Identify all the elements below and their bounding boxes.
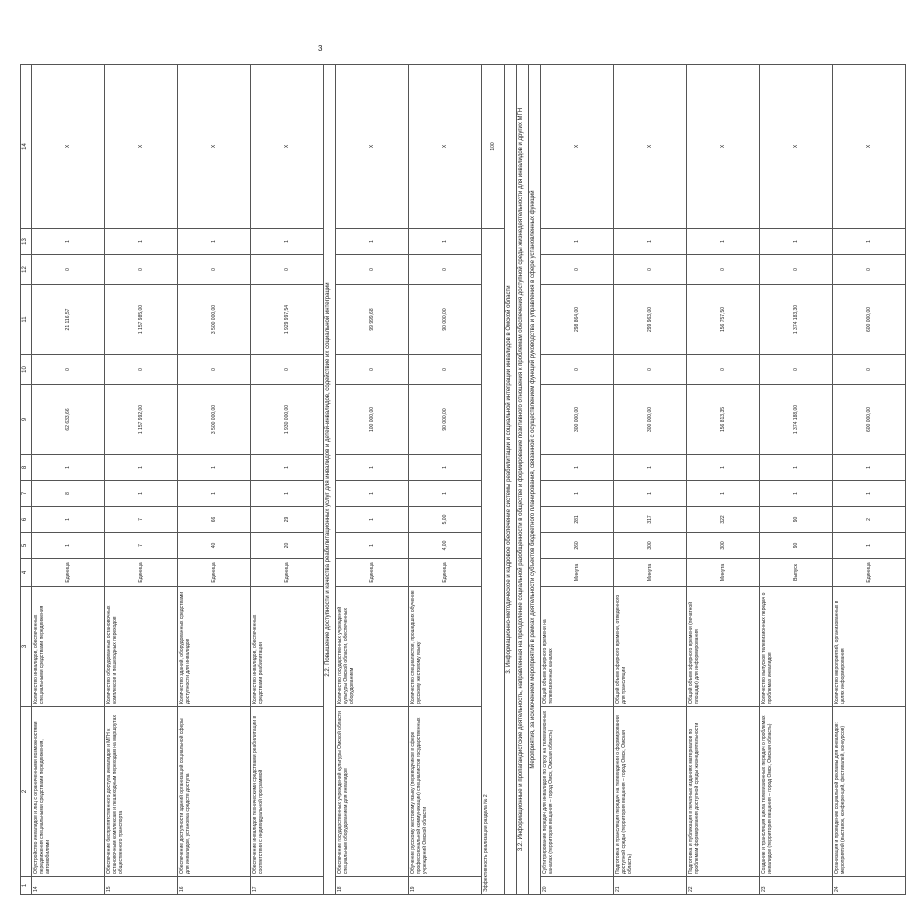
cell-c14: Х: [833, 65, 906, 229]
cell-indicator: Количество инвалидов, обеспеченных средствами реабилитации: [251, 587, 324, 707]
cell-c11: 156 757,50: [687, 285, 760, 355]
rotated-table-container: [20, 65, 872, 895]
cell-c9: 1 374 188,00: [760, 385, 833, 455]
cell-c5: 1: [833, 533, 906, 559]
cell-c6: 90: [760, 507, 833, 533]
table-row: [32, 65, 105, 895]
cell-c7: 1: [541, 481, 614, 507]
cell-unit: Минута: [614, 559, 687, 587]
cell-n: 23: [760, 877, 833, 895]
cell-c13: 1: [614, 229, 687, 255]
cell-c7: 1: [409, 481, 482, 507]
header-cell: 9: [21, 385, 32, 455]
cell-c5: 4,00: [409, 533, 482, 559]
cell-c12: 0: [687, 255, 760, 285]
cell-c13: 1: [105, 229, 178, 255]
section-2-2-text: 2.2. Повышение доступности и качества реабилитационных услуг для инвалидов и детей-инвалидов, содействие их социальной интеграции: [324, 65, 336, 895]
cell-c11: 299 963,00: [614, 285, 687, 355]
cell-c13: 1: [178, 229, 251, 255]
cell-indicator: Общий объем эфирного времени (печатной площади) для информирования: [687, 587, 760, 707]
cell-c11: 1 374 183,30: [760, 285, 833, 355]
cell-c7: 1: [833, 481, 906, 507]
cell-c9: 300 000,00: [614, 385, 687, 455]
cell-c11: 298 864,00: [541, 285, 614, 355]
cell-c10: 0: [178, 355, 251, 385]
cell-n: 20: [541, 877, 614, 895]
cell-c9: 100 000,00: [336, 385, 409, 455]
cell-c6: 66: [178, 507, 251, 533]
cell-c11: 1 929 997,54: [251, 285, 324, 355]
cell-c13: 1: [833, 229, 906, 255]
cell-n: 14: [32, 877, 105, 895]
cell-c8: 1: [760, 455, 833, 481]
cell-indicator: Количество специалистов, прошедших обучение русскому жестовому языку: [409, 587, 482, 707]
cell-indicator: Количество выпусков телевизионных передач о проблемах инвалидов: [760, 587, 833, 707]
header-cell: 8: [21, 455, 32, 481]
cell-c8: 1: [833, 455, 906, 481]
cell-c7: 1: [105, 481, 178, 507]
cell-c8: 1: [32, 455, 105, 481]
cell-name: Обеспечение доступности зданий организаций социальной сферы для инвалидов, установка средств доступа: [178, 707, 251, 877]
cell-indicator: Общий объем эфирного времени на телевизионных каналах: [541, 587, 614, 707]
cell-c7: 8: [32, 481, 105, 507]
section-3-2: [517, 65, 529, 895]
table-body: [21, 65, 906, 895]
cell-c10: 0: [760, 355, 833, 385]
header-cell: 11: [21, 285, 32, 355]
cell-c6: 322: [687, 507, 760, 533]
cell-c8: 1: [409, 455, 482, 481]
cell-c5: 7: [105, 533, 178, 559]
cell-indicator: Количество инвалидов, обеспеченных специальными средствами передвижения: [32, 587, 105, 707]
section-3-2-sub: [529, 65, 541, 895]
table-row: [541, 65, 614, 895]
table-row: [614, 65, 687, 895]
cell-c6: 1: [32, 507, 105, 533]
cell-c13: 1: [409, 229, 482, 255]
cell-c13: 1: [541, 229, 614, 255]
efficiency-value: 100: [482, 65, 505, 229]
cell-c5: 40: [178, 533, 251, 559]
cell-c5: 90: [760, 533, 833, 559]
cell-c11: 1 157 985,00: [105, 285, 178, 355]
cell-c8: 1: [336, 455, 409, 481]
cell-c7: 1: [251, 481, 324, 507]
cell-indicator: Количество государственных учреждений культуры Омской области, обеспеченных оборудованием: [336, 587, 409, 707]
cell-c13: 1: [32, 229, 105, 255]
cell-unit: Единица: [178, 559, 251, 587]
cell-c12: 0: [32, 255, 105, 285]
header-cell: 5: [21, 533, 32, 559]
cell-c12: 0: [614, 255, 687, 285]
cell-indicator: Количество зданий, оборудованных средствами доступности для инвалидов: [178, 587, 251, 707]
cell-c6: 7: [105, 507, 178, 533]
cell-c13: 1: [251, 229, 324, 255]
cell-n: 15: [105, 877, 178, 895]
cell-unit: Выпуск: [760, 559, 833, 587]
cell-c14: Х: [251, 65, 324, 229]
cell-unit: Единица: [833, 559, 906, 587]
cell-c6: 29: [251, 507, 324, 533]
header-cell: 1: [21, 877, 32, 895]
cell-c14: Х: [409, 65, 482, 229]
section-3: [505, 65, 517, 895]
cell-c7: 1: [178, 481, 251, 507]
cell-n: 24: [833, 877, 906, 895]
header-row: [21, 65, 32, 895]
cell-c9: 90 000,00: [409, 385, 482, 455]
cell-unit: Единица: [251, 559, 324, 587]
cell-c12: 0: [760, 255, 833, 285]
cell-unit: Единица: [336, 559, 409, 587]
table-row: [760, 65, 833, 895]
cell-c14: Х: [105, 65, 178, 229]
cell-c8: 1: [541, 455, 614, 481]
cell-c11: 600 000,00: [833, 285, 906, 355]
cell-c8: 1: [614, 455, 687, 481]
cell-c6: 1: [336, 507, 409, 533]
cell-c11: 90 000,00: [409, 285, 482, 355]
cell-name: Обустройство инвалидов и лиц с ограниченными возможностями передвижения специальными средствами передвижения, автомобилями: [32, 707, 105, 877]
efficiency-label: Эффективность реализации раздела № 2: [482, 229, 505, 895]
cell-c12: 0: [833, 255, 906, 285]
section-2-2: [324, 65, 336, 895]
cell-c9: 1 930 000,00: [251, 385, 324, 455]
cell-c10: 0: [251, 355, 324, 385]
header-cell: 2: [21, 707, 32, 877]
cell-n: 17: [251, 877, 324, 895]
cell-n: 22: [687, 877, 760, 895]
cell-c8: 1: [178, 455, 251, 481]
cell-c12: 0: [105, 255, 178, 285]
cell-name: Организация и проведение социальной рекламы для инвалидов: мероприятий (выставок, конференций, фестивалей, конкурсов): [833, 707, 906, 877]
cell-indicator: Количество мероприятий, организованных в целях информирования: [833, 587, 906, 707]
cell-c14: Х: [178, 65, 251, 229]
table-row: [178, 65, 251, 895]
cell-unit: Единица: [105, 559, 178, 587]
cell-c7: 1: [687, 481, 760, 507]
cell-c10: 0: [32, 355, 105, 385]
cell-c8: 1: [105, 455, 178, 481]
cell-n: 19: [409, 877, 482, 895]
report-table: [20, 64, 906, 895]
cell-c5: 260: [541, 533, 614, 559]
cell-name: Обеспечение государственных учреждений культуры Омской области специальным оборудованием для инвалидов: [336, 707, 409, 877]
cell-c10: 0: [687, 355, 760, 385]
cell-c6: 281: [541, 507, 614, 533]
header-cell: 14: [21, 65, 32, 229]
cell-c12: 0: [336, 255, 409, 285]
cell-c7: 1: [336, 481, 409, 507]
cell-name: Обучение русскому жестовому языку (переводчиков в сфере профессиональной коммуникации) специалистов государственных учреждений Омской области: [409, 707, 482, 877]
page-number: 3: [318, 44, 323, 53]
cell-c10: 0: [833, 355, 906, 385]
cell-c5: 300: [687, 533, 760, 559]
table-row: [409, 65, 482, 895]
cell-name: Обеспечение беспрепятственного доступа инвалидов и МГН к остановочным комплексам и пешеходным переходам на маршрутах общественного транспорта: [105, 707, 178, 877]
cell-c10: 0: [336, 355, 409, 385]
section-3-text: 3. Информационно-методическое и кадровое обеспечение системы реабилитации и социальной интеграции инвалидов в Омской области: [505, 65, 517, 895]
cell-name: Субтитрирование передач для инвалидов по слуху на телевизионных каналах (территория вещания – город Омск, Омская область): [541, 707, 614, 877]
cell-c10: 0: [541, 355, 614, 385]
cell-c11: 99 999,68: [336, 285, 409, 355]
cell-c13: 1: [687, 229, 760, 255]
header-cell: 6: [21, 507, 32, 533]
cell-c9: 1 157 992,00: [105, 385, 178, 455]
table-row: [336, 65, 409, 895]
section-3-2-text: 3.2. Информационные и пропагандистские деятельность, направленная на преодоление социальной разобщенности в обществе и формирование позитивного отношения к проблемам обеспечения доступной среды жизнедеятельности для инвалидов и других МГН: [517, 65, 529, 895]
cell-unit: Единица: [32, 559, 105, 587]
header-cell: 12: [21, 255, 32, 285]
cell-c14: Х: [32, 65, 105, 229]
cell-c12: 0: [251, 255, 324, 285]
cell-c9: 300 000,00: [541, 385, 614, 455]
cell-c8: 1: [251, 455, 324, 481]
cell-c12: 0: [541, 255, 614, 285]
header-cell: 10: [21, 355, 32, 385]
cell-c12: 0: [409, 255, 482, 285]
cell-c7: 1: [614, 481, 687, 507]
cell-name: Обеспечение инвалидов техническими средствами реабилитации в соответствии с индивидуальной программой: [251, 707, 324, 877]
header-cell: 4: [21, 559, 32, 587]
cell-n: 18: [336, 877, 409, 895]
cell-c10: 0: [614, 355, 687, 385]
cell-n: 21: [614, 877, 687, 895]
cell-unit: Минута: [541, 559, 614, 587]
cell-name: Подготовка и публикация в печатных изданиях материалов по проблемам формирования доступной среды жизнедеятельности: [687, 707, 760, 877]
header-cell: 7: [21, 481, 32, 507]
table-row: [833, 65, 906, 895]
cell-indicator: Количество оборудованных остановочных комплексов и пешеходных переходов: [105, 587, 178, 707]
cell-c8: 1: [687, 455, 760, 481]
cell-c14: Х: [687, 65, 760, 229]
table-row: [105, 65, 178, 895]
cell-name: Подготовка и трансляция передач на телевидении о формировании доступной среды (территория вещания – город Омск, Омская область): [614, 707, 687, 877]
cell-c5: 1: [336, 533, 409, 559]
cell-c14: Х: [541, 65, 614, 229]
cell-c5: 1: [32, 533, 105, 559]
header-cell: 3: [21, 587, 32, 707]
table-row: [687, 65, 760, 895]
cell-c13: 1: [760, 229, 833, 255]
cell-indicator: Общий объем эфирного времени, отведенного для трансляции: [614, 587, 687, 707]
section-3-2-sub-text: Мероприятия, за исключением мероприятий в рамках деятельности субъектов бюджетного планирования, связанной с осуществлением функций руководства и управления в сфере установленных функций: [529, 65, 541, 895]
cell-n: 16: [178, 877, 251, 895]
cell-c9: 62 633,66: [32, 385, 105, 455]
cell-c6: 317: [614, 507, 687, 533]
cell-c14: Х: [336, 65, 409, 229]
cell-c5: 300: [614, 533, 687, 559]
cell-c9: 156 813,35: [687, 385, 760, 455]
table-row: [251, 65, 324, 895]
cell-c11: 21 116,57: [32, 285, 105, 355]
cell-c5: 20: [251, 533, 324, 559]
cell-c9: 3 500 000,00: [178, 385, 251, 455]
cell-name: Создание и трансляция цикла телевизионных передач о проблемах инвалидов (территория вещания – город Омск, Омская область): [760, 707, 833, 877]
cell-c6: 5,00: [409, 507, 482, 533]
cell-c12: 0: [178, 255, 251, 285]
cell-unit: Минута: [687, 559, 760, 587]
cell-c11: 3 500 000,00: [178, 285, 251, 355]
efficiency-row: [482, 65, 505, 895]
cell-c10: 0: [105, 355, 178, 385]
cell-c13: 1: [336, 229, 409, 255]
cell-c14: Х: [760, 65, 833, 229]
cell-c6: 2: [833, 507, 906, 533]
cell-c14: Х: [614, 65, 687, 229]
header-cell: 13: [21, 229, 32, 255]
cell-c7: 1: [760, 481, 833, 507]
cell-c9: 600 000,00: [833, 385, 906, 455]
cell-c10: 0: [409, 355, 482, 385]
cell-unit: Единица: [409, 559, 482, 587]
